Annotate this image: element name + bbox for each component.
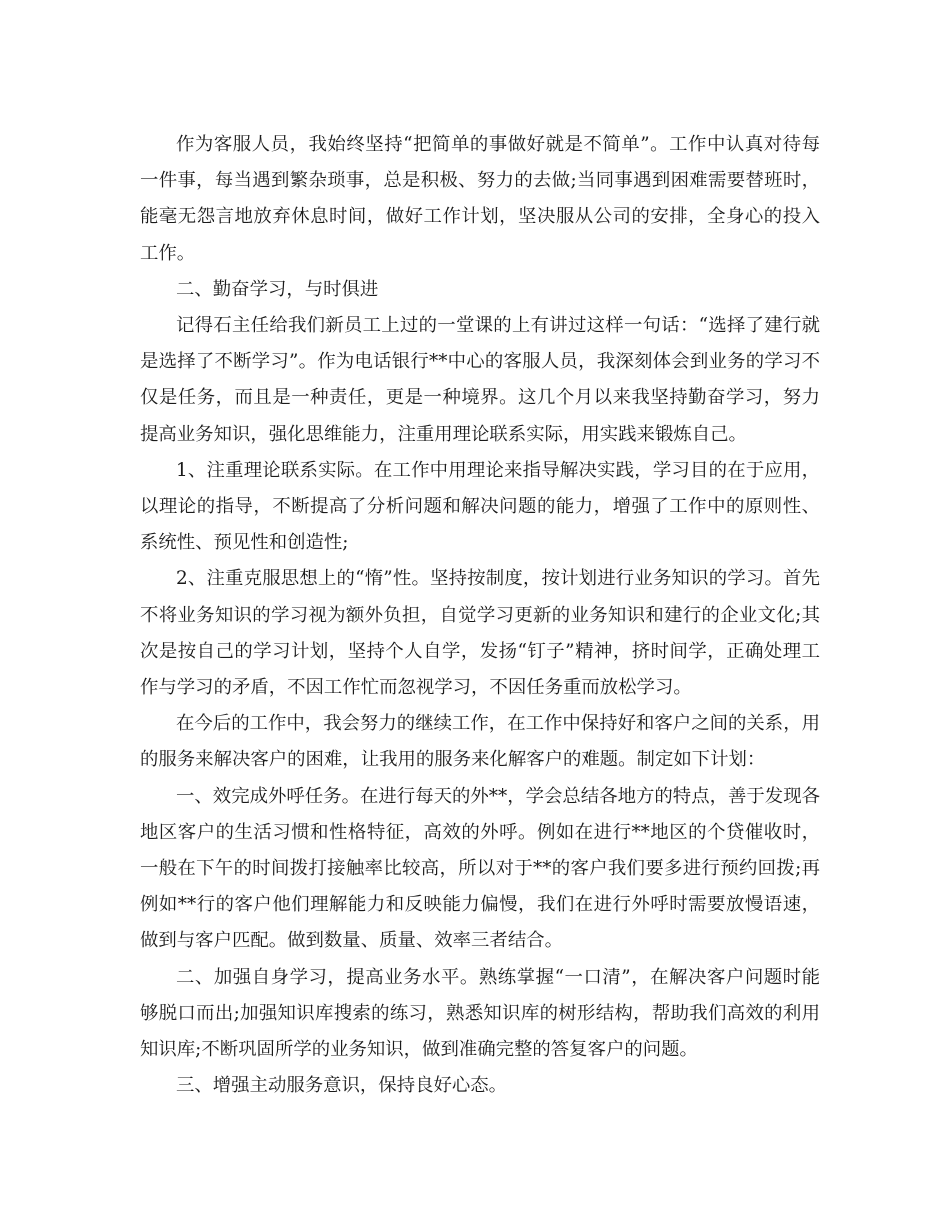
paragraph-attitude: 作为客服人员，我始终坚持“把简单的事做好就是不简单”。工作中认真对待每一件事，每当遇到繁杂琐事，总是积极、努力的去做;当同事遇到困难需要替班时，能毫无怨言地放弃休息时间，做好工作计划，坚决服从公司的安排，全身心的投入工作。 bbox=[140, 134, 820, 264]
plan-item-outbound-calls: 一、效完成外呼任务。在进行每天的外**，学会总结各地方的特点，善于发现各地区客户的生活习惯和性格特征，高效的外呼。例如在进行**地区的个贷催收时，一般在下午的时间拨打接触率比较高，所以对于**的客户我们要多进行预约回拨;再例如**行的客户他们理解能力和反映能力偏慢，我们在进行外呼时需要放慢语速，做到与客户匹配。做到数量、质量、效率三者结合。 bbox=[140, 785, 820, 952]
plan-item-self-study: 二、加强自身学习，提高业务水平。熟练掌握“一口清”，在解决客户问题时能够脱口而出;加强知识库搜索的练习，熟悉知识库的树形结构，帮助我们高效的利用知识库;不断巩固所学的业务知识，做到准确完整的答复客户的问题。 bbox=[140, 966, 820, 1061]
paragraph-future-work: 在今后的工作中，我会努力的继续工作，在工作中保持好和客户之间的关系，用的服务来解决客户的困难，让我用的服务来化解客户的难题。制定如下计划： bbox=[140, 713, 820, 771]
document-body bbox=[140, 127, 820, 1104]
section-heading-diligent-study: 二、勤奋学习，与时俱进 bbox=[176, 278, 379, 300]
paragraph-theory-practice: 1、注重理论联系实际。在工作中用理论来指导解决实践，学习目的在于应用，以理论的指导，不断提高了分析问题和解决问题的能力，增强了工作中的原则性、系统性、预见性和创造性; bbox=[140, 459, 820, 554]
paragraph-continuous-learning: 记得石主任给我们新员工上过的一堂课的上有讲过这样一句话：“选择了建行就是选择了不断学习”。作为电话银行**中心的客服人员，我深刻体会到业务的学习不仅是任务，而且是一种责任，更是一种境界。这几个月以来我坚持勤奋学习，努力提高业务知识，强化思维能力，注重用理论联系实际，用实践来锻炼自己。 bbox=[140, 315, 820, 445]
paragraph-overcome-inertia: 2、注重克服思想上的“惰”性。坚持按制度，按计划进行业务知识的学习。首先不将业务知识的学习视为额外负担，自觉学习更新的业务知识和建行的企业文化;其次是按自己的学习计划，坚持个人自学，发扬“钉子”精神，挤时间学，正确处理工作与学习的矛盾，不因工作忙而忽视学习，不因任务重而放松学习。 bbox=[140, 568, 820, 699]
plan-item-proactive-service: 三、增强主动服务意识，保持良好心态。 bbox=[176, 1075, 508, 1097]
